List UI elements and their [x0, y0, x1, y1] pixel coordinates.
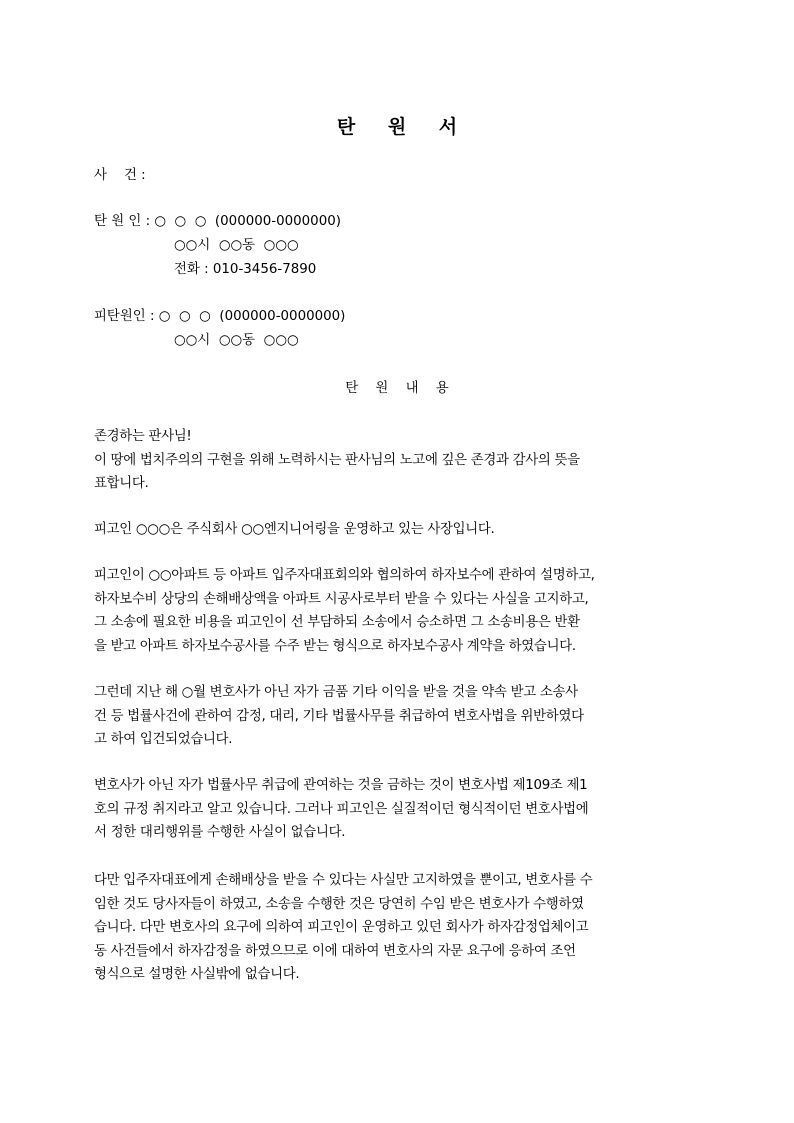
respondent-line: 피탄원인 : ○ ○ ○ (000000-0000000) [94, 309, 346, 324]
paragraph-line: 고 하여 입건되었습니다. [94, 732, 233, 747]
case-line: 사 건 : [94, 168, 146, 183]
paragraph-law [94, 774, 700, 845]
paragraph-line: 피고인이 ○○아파트 등 아파트 입주자대표회의와 협의하여 하자보수에 관하여 설명하고, [94, 568, 595, 583]
paragraph-line: 그 소송에 필요한 비용을 피고인이 선 부담하되 소송에서 승소하면 그 소송비용은 반환 [94, 615, 580, 630]
paragraph-line: 이 땅에 법치주의의 구현을 위해 노력하시는 판사님의 노고에 깊은 존경과 감사의 뜻을 [94, 452, 580, 468]
paragraph-line: 임한 것도 당사자들이 하였고, 소송을 수행한 것은 당연히 수임 받은 변호사가 수행하였 [94, 896, 584, 912]
paragraph-charge [94, 681, 700, 752]
paragraph-explanation [94, 869, 700, 987]
paragraph-line: 변호사가 아닌 자가 법률사무 취급에 관여하는 것을 금하는 것이 변호사법 제109조 제1 [94, 778, 588, 793]
paragraph-line: 건 등 법률사건에 관하여 감정, 대리, 기타 법률사무를 취급하여 변호사법을 위반하였다 [94, 708, 584, 724]
paragraph-line: 그런데 지난 해 ○월 변호사가 아닌 자가 금품 기타 이익을 받을 것을 약속 받고 소송사 [94, 685, 578, 700]
petitioner-phone: 전화 : 010-3456-7890 [174, 262, 317, 277]
paragraph-line: 존경하는 판사님! [94, 429, 192, 444]
paragraph-defendant-intro [94, 518, 700, 542]
paragraph-line: 형식으로 설명한 사실밖에 없습니다. [94, 967, 300, 982]
paragraph-line: 습니다. 다만 변호사의 요구에 의하여 피고인이 운영하고 있던 회사가 하자감정업체이고 [94, 920, 589, 935]
petitioner-address: ○○시 ○○동 ○○○ [174, 238, 299, 253]
respondent-address: ○○시 ○○동 ○○○ [174, 333, 299, 348]
petitioner-line: 탄 원 인 : ○ ○ ○ (000000-0000000) [94, 214, 341, 229]
paragraph-line: 호의 규정 취지라고 알고 있습니다. 그러나 피고인은 실질적이던 형식적이던 변호사법에 [94, 801, 589, 817]
paragraph-line: 을 받고 아파트 하자보수공사를 수주 받는 형식으로 하자보수공사 계약을 하였습니다. [94, 638, 576, 654]
paragraph-line: 표합니다. [94, 476, 149, 491]
paragraph-line: 다만 입주자대표에게 손해배상을 받을 수 있다는 사실만 고지하였을 뿐이고, 변호사를 수 [94, 873, 593, 888]
content-heading: 탄 원 내 용 [345, 381, 449, 396]
paragraph-line: 동 사건들에서 하자감정을 하였으므로 이에 대하여 변호사의 자문 요구에 응하여 조언 [94, 943, 576, 959]
paragraph-line: 하자보수비 상당의 손해배상액을 아파트 시공사로부터 받을 수 있다는 사실을 고지하고, [94, 591, 589, 607]
paragraph-line: 피고인 ○○○은 주식회사 ○○엔지니어링을 운영하고 있는 사장입니다. [94, 522, 495, 537]
document-title: 탄 원 서 [336, 116, 458, 138]
paragraph-greeting [94, 425, 700, 496]
paragraph-contract [94, 564, 700, 658]
paragraph-line: 서 정한 대리행위를 수행한 사실이 없습니다. [94, 825, 346, 840]
